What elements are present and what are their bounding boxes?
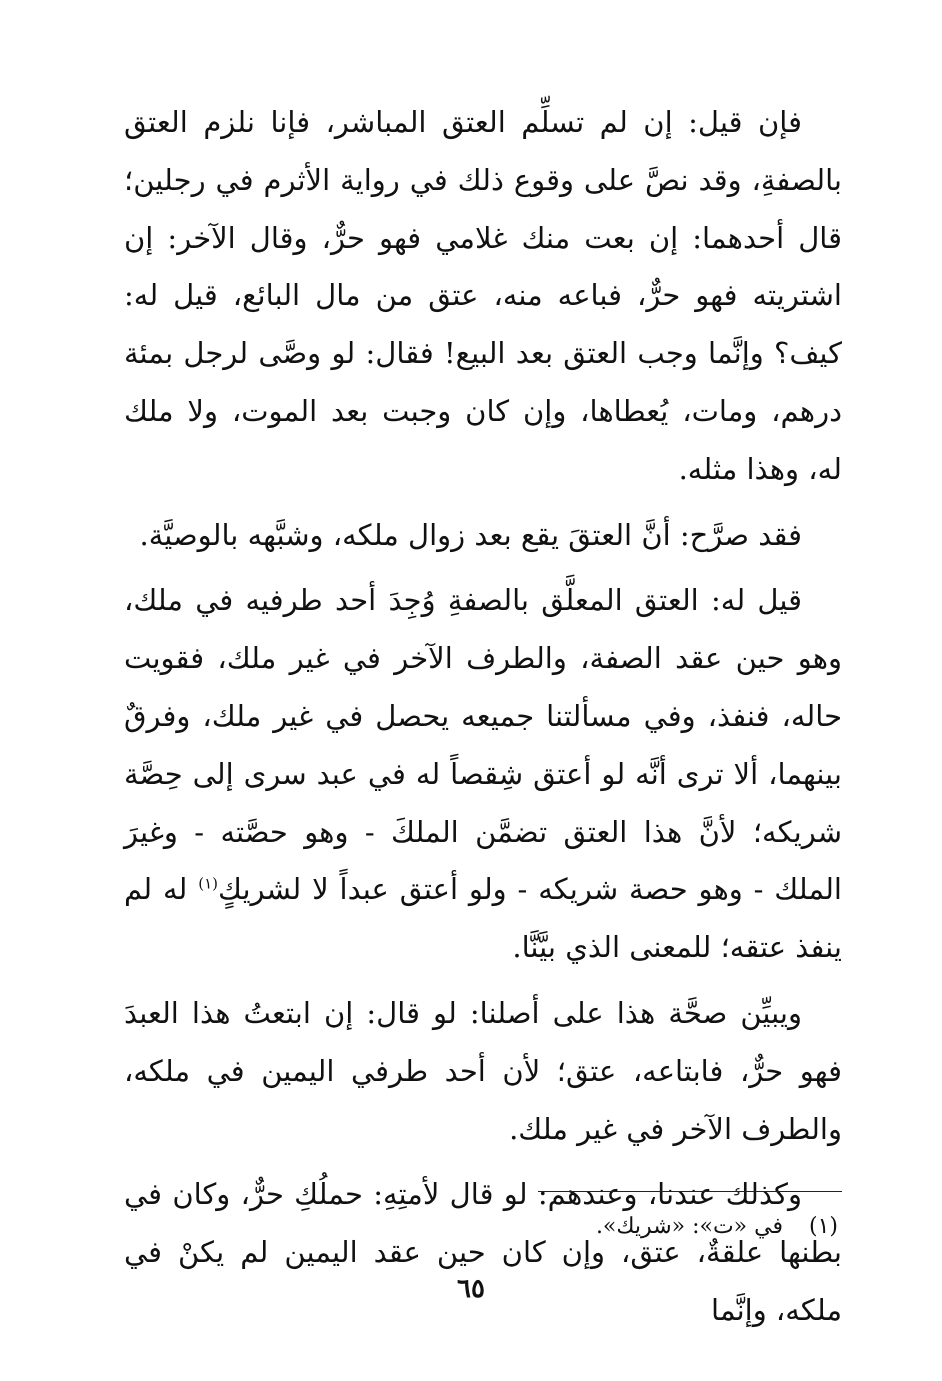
paragraph-3-text: قيل له: العتق المعلَّق بالصفةِ وُجِدَ أحد طرفيه في ملك، وهو حين عقد الصفة، والطرف الآخر في غير ملك، فقويت حاله، فنفذ، وفي مسألتنا جميعه يحصل في غير ملك، وفرقٌ بينهما، ألا ترى أنَّه لو أعتق شِقصاً له في عبد سرى إلى حِصَّة شريكه؛ لأنَّ هذا العتق تضمَّن الملكَ - وهو حصَّته - وغيرَ الملك - وهو حصة شريكه - ولو أعتق عبداً لا لشريكٍ	[124, 583, 842, 907]
main-text	[124, 94, 842, 1340]
paragraph-3-tail: له لم ينفذ عتقه؛ للمعنى الذي بيَّنَّا.	[124, 872, 842, 965]
paragraph-3	[124, 572, 842, 977]
page-number: ٦٥	[457, 1274, 485, 1304]
footnote-number: (١)	[808, 1214, 838, 1239]
footnote-separator	[538, 1191, 842, 1192]
footnote-text: في «ت»: «شريك».	[595, 1214, 783, 1239]
paragraph-5: وكذلك عندنا، وعندهم: لو قال لأمتِهِ: حملُكِ حرٌّ، وكان في بطنها علقةٌ، عتق، وإن كان حين عقد اليمين لم يكنْ في ملكه، وإنَّما	[124, 1177, 842, 1327]
paragraph-1: فإن قيل: إن لم تسلِّم العتق المباشر، فإنا نلزم العتق بالصفةِ، وقد نصَّ على وقوع ذلك في رواية الأثرم في رجلين؛ قال أحدهما: إن بعت منك غلامي فهو حرٌّ، وقال الآخر: إن اشتريته فهو حرٌّ، فباعه منه، عتق من مال البائع، قيل له: كيف؟ وإنَّما وجب العتق بعد البيع! فقال: لو وصَّى لرجل بمئة درهم، ومات، يُعطاها، وإن كان وجبت بعد الموت، ولا ملك له، وهذا مثله.	[124, 105, 842, 486]
paragraph-4: ويبيِّن صحَّة هذا على أصلنا: لو قال: إن ابتعتُ هذا العبدَ فهو حرٌّ، فابتاعه، عتق؛ لأن أحد طرفي اليمين في ملكه، والطرف الآخر في غير ملك.	[124, 995, 842, 1146]
paragraph-2: فقد صرَّح: أنَّ العتقَ يقع بعد زوال ملكه، وشبَّهه بالوصيَّة.	[139, 517, 802, 552]
footnote	[596, 1212, 838, 1242]
footnote-reference[interactable]: (١)	[198, 874, 219, 893]
